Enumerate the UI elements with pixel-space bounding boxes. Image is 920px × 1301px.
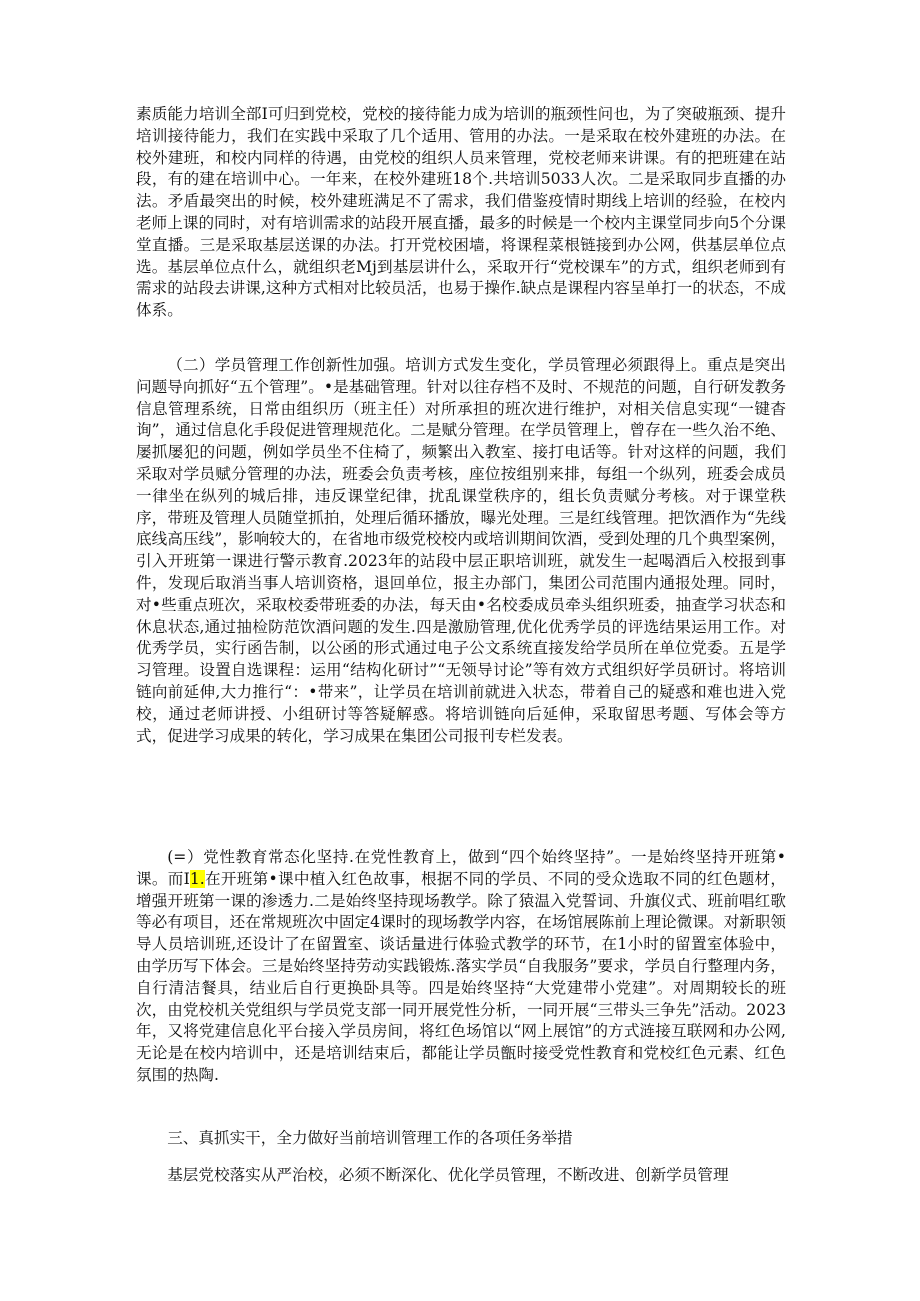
paragraph-1-text: 素质能力培训全部I可归到党校，党校的接待能力成为培训的瓶颈性问也，为了突破瓶颈、提升培训接待能力，我们在实践中采取了几个适用、管用的办法。一是采取在校外建班的办法。在校外建班，和校内同样的待遇，由党校的组织人员来管理，党校老师来讲课。有的把班建在站段，有的建在培训中心。一年来，在校外建班18个.共培训5033人次。二是采取同步直播的办法。矛盾最突出的时候，校外建班满足不了需求，我们借鉴疫情时期线上培训的经验，在校内老师上课的同时，对有培训需求的站段开展直播，最多的时候是一个校内主课堂同步向5个分课堂直播。三是采取基层送课的办法。打开党校困墙，将课程菜根链接到办公网，供基层单位点选。基层单位点什么，就组织老Mj到基层讲什么，采取开行“党校课车”的方式，组织老师到有需求的站段去讲课,这种方式相对比较员活，也易于操作.缺点是课程内容呈单打一的状态，不成体系。 <box>136 105 786 320</box>
highlighted-text: 1. <box>189 869 205 888</box>
section-heading-block <box>136 1128 786 1150</box>
paragraph-3-text <box>136 847 786 1087</box>
paragraph-3-text-start: (=）党性教育常态化坚持.在党性教育上，做到“四个始终坚持”。一是始终坚持开班第•课。而I <box>136 848 786 888</box>
paragraph-3-text-end: 在开班第•课中植入红色故事，根据不同的学员、不同的受众选取不同的红色题材，增强开班第一课的渗透力.二是始终坚持现场教学。除了猿温入党誓词、升旗仪式、班前唱红歌等必有项目，还在常规班次中固定4课时的现场教学内容，在场馆展陈前上理论微课。对新职领导人员培训班,还设计了在留置室、谈话量进行体验式教学的环节，在1小时的留置室体验中，由学历写下体会。三是始终坚持劳动实践锻炼.落实学员“自我服务”要求，学员自行整理内务，自行清洁餐具，结业后自行更换卧具等。四是始终坚持“大党建带小党建”。对周期较长的班次，由党校机关党组织与学员党支部一同开展党性分析，一同开展“三带头三争先”活动。2023年，又将党建信息化平台接入学员房间，将红色场馆以“网上展馆”的方式涟接互联网和办公网,无论是在校内培训中，还是培训结束后，都能让学员甑时接受党性教育和党校红色元素、红色氛围的热陶. <box>136 869 786 1084</box>
paragraph-final <box>136 1165 786 1187</box>
paragraph-5-text: 基层党校落实从严治校，必须不断深化、优化学员管理，不断改进、创新学员管理 <box>167 1166 729 1184</box>
paragraph-party-education <box>136 847 786 1087</box>
paragraph-training-capacity <box>136 104 786 322</box>
section-heading: 三、真抓实干，全力做好当前培训管理工作的各项任务举措 <box>167 1129 573 1147</box>
paragraph-student-management <box>136 355 786 747</box>
paragraph-2-text: （二）学员管理工作创新性加强。培训方式发生变化，学员管理必须跟得上。重点是突出问题导向抓好“五个管理”。•是基础管理。针对以往存档不及时、不规范的问题，自行研发教务信息管理系统，日常由组织历（班主任）对所承担的班次进行维护，对相关信息实现“一键杳询”，通过信息化手段促进管理规范化。二是赋分管理。在学员管理上，曾存在一些久治不绝、屡抓屡犯的问题，例如学员坐不住椅了，频繁出入教室、接打电话等。针对这样的问题，我们采取对学员赋分管理的办法，班委会负责考核，座位按组别来排，每组一个纵列，班委会成员一律坐在纵列的城后排，违反课堂纪律，扰乱课堂秩序的，组长负责赋分考核。对于课堂秩序，带班及管理人员随堂抓拍，处理后循环播放，曝光处理。三是红线管理。把饮酒作为“先线底线高压线”，影响较大的，在省地市级党校校内或培训期间饮酒，受到处理的几个典型案例，引入开班第一课进行警示教育.2023年的站段中层正职培训班，就发生一起喝酒后入校报到事件，发现后取消当事人培训资格，退回单位，报主办部门，集团公司范围内通报处理。同时，对•些重点班次，采取校委带班委的办法，每天由•名校委成员牵头组织班委，抽查学习状态和休息状态,通过抽检防范饮酒问题的发生.四是激励管理,优化优秀学员的评选结果运用工作。对优秀学员，实行函告制，以公函的形式通过电子公文系统直接发给学员所在单位党委。五是学习管理。设置自选课程：运用“结构化研讨”“无领导讨论”等有效方式组织好学员研讨。将培训链向前延伸,大力推行“：•带来”，让学员在培训前就进入状态，带着自己的疑惑和难也进入党校，通过老师讲授、小组研讨等答疑解惑。将培训链向后延伸，采取留思考题、写体会等方式，促进学习成果的转化，学习成果在集团公司报刊专栏发表。 <box>136 356 786 745</box>
